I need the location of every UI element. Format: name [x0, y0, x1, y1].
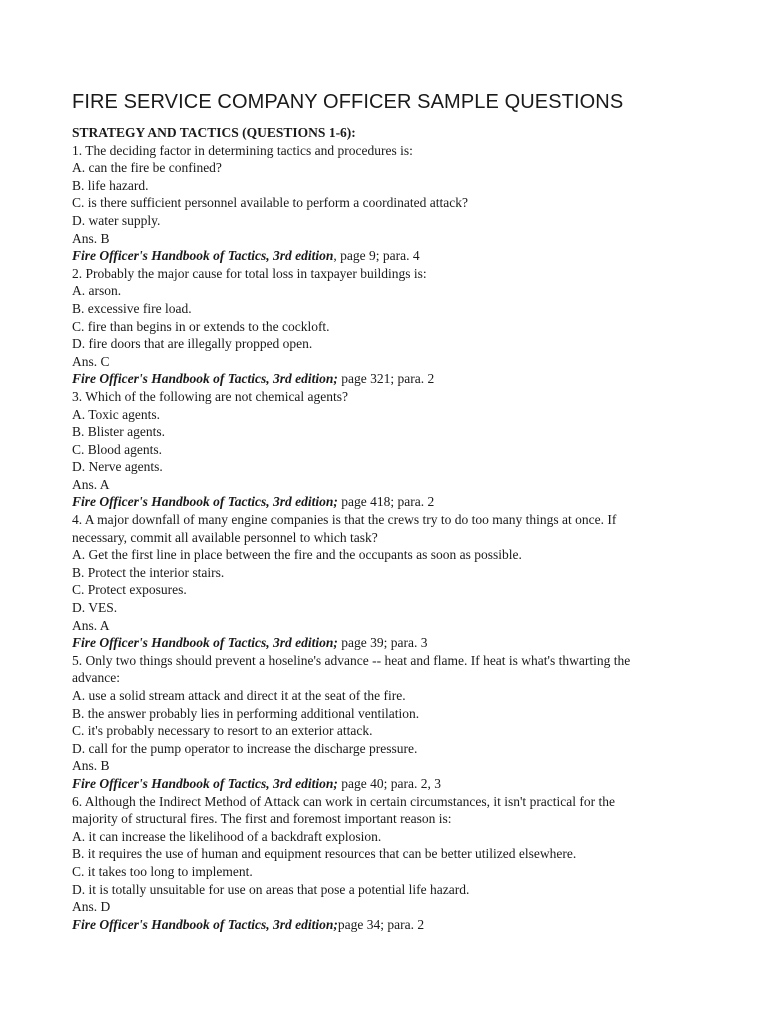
section-heading: STRATEGY AND TACTICS (QUESTIONS 1-6):	[72, 125, 356, 140]
option-list	[72, 159, 712, 229]
source-title: Fire Officer's Handbook of Tactics, 3rd edition;	[72, 494, 338, 510]
option-item: A. can the fire be confined?	[72, 160, 222, 176]
question-block	[72, 265, 712, 388]
answer-text: Ans. D	[72, 899, 111, 915]
question-block	[72, 388, 712, 511]
question-text-line: 4. A major downfall of many engine companies is that the crews try to do too many things at once. If	[72, 512, 617, 528]
answer-text: Ans. C	[72, 353, 110, 369]
option-item: C. it takes too long to implement.	[72, 863, 253, 879]
option-item: A. it can increase the likelihood of a backdraft explosion.	[72, 828, 382, 844]
source-citation	[72, 775, 712, 793]
question-list	[72, 142, 712, 934]
option-item: D. Nerve agents.	[72, 459, 163, 475]
option-list	[72, 406, 712, 476]
option-item: B. Protect the interior stairs.	[72, 564, 225, 580]
document-page	[72, 90, 712, 933]
question-block	[72, 142, 712, 265]
option-item: D. water supply.	[72, 212, 161, 228]
source-citation	[72, 247, 712, 265]
answer-text: Ans. A	[72, 476, 110, 492]
source-citation	[72, 916, 712, 934]
option-item: C. it's probably necessary to resort to an exterior attack.	[72, 723, 373, 739]
question-text-line: majority of structural fires. The first and foremost important reason is:	[72, 811, 452, 827]
option-item: B. excessive fire load.	[72, 300, 192, 316]
question-text-line: 6. Although the Indirect Method of Attack can work in certain circumstances, it isn't practical for the	[72, 793, 616, 809]
question-text: 1. The deciding factor in determining tactics and procedures is:	[72, 142, 413, 158]
document-title: FIRE SERVICE COMPANY OFFICER SAMPLE QUESTIONS	[72, 91, 624, 113]
option-item: A. use a solid stream attack and direct it at the seat of the fire.	[72, 688, 406, 703]
option-list	[72, 282, 712, 352]
option-item: B. the answer probably lies in performing additional ventilation.	[72, 705, 420, 721]
option-item: D. fire doors that are illegally propped open.	[72, 336, 313, 352]
source-citation	[72, 370, 712, 388]
source-title: Fire Officer's Handbook of Tactics, 3rd edition;	[72, 775, 338, 791]
source-title: Fire Officer's Handbook of Tactics, 3rd edition	[72, 248, 334, 264]
option-item: D. call for the pump operator to increase the discharge pressure.	[72, 740, 418, 756]
option-item: D. it is totally unsuitable for use on areas that pose a potential life hazard.	[72, 881, 470, 897]
option-item: C. Blood agents.	[72, 441, 162, 457]
question-block	[72, 652, 712, 793]
question-text-line: 5. Only two things should prevent a hoseline's advance -- heat and flame. If heat is what's thwarting the	[72, 652, 631, 668]
option-item: A. Toxic agents.	[72, 406, 161, 422]
source-reference: page 418; para. 2	[337, 494, 435, 510]
question-text: 3. Which of the following are not chemical agents?	[72, 388, 349, 404]
source-reference: page 39; para. 3	[337, 635, 428, 651]
answer-text: Ans. A	[72, 617, 110, 633]
source-title: Fire Officer's Handbook of Tactics, 3rd edition;	[72, 916, 338, 932]
answer-text: Ans. B	[72, 230, 110, 246]
source-reference: page 321; para. 2	[337, 371, 435, 387]
question-block	[72, 511, 712, 652]
option-list	[72, 546, 712, 616]
option-item: B. Blister agents.	[72, 424, 165, 440]
option-item: B. it requires the use of human and equipment resources that can be better utilized elsewhere.	[72, 846, 577, 862]
option-list	[72, 687, 712, 757]
source-reference: page 40; para. 2, 3	[337, 775, 441, 791]
option-item: A. arson.	[72, 283, 122, 299]
source-citation	[72, 634, 712, 652]
option-item: C. Protect exposures.	[72, 582, 187, 598]
question-text-line: necessary, commit all available personnel to which task?	[72, 529, 378, 545]
answer-text: Ans. B	[72, 758, 110, 774]
source-reference: , page 9; para. 4	[333, 248, 420, 264]
question-block	[72, 793, 712, 934]
question-text-line: advance:	[72, 670, 120, 686]
option-item: A. Get the first line in place between the fire and the occupants as soon as possible.	[72, 547, 522, 563]
option-item: C. fire than begins in or extends to the cockloft.	[72, 318, 330, 334]
question-text: 2. Probably the major cause for total loss in taxpayer buildings is:	[72, 265, 427, 281]
source-citation	[72, 493, 712, 511]
option-list	[72, 828, 712, 898]
source-reference: page 34; para. 2	[337, 916, 425, 932]
source-title: Fire Officer's Handbook of Tactics, 3rd edition;	[72, 635, 338, 651]
source-title: Fire Officer's Handbook of Tactics, 3rd edition;	[72, 371, 338, 387]
option-item: B. life hazard.	[72, 177, 149, 193]
option-item: C. is there sufficient personnel available to perform a coordinated attack?	[72, 195, 468, 211]
option-item: D. VES.	[72, 600, 118, 616]
